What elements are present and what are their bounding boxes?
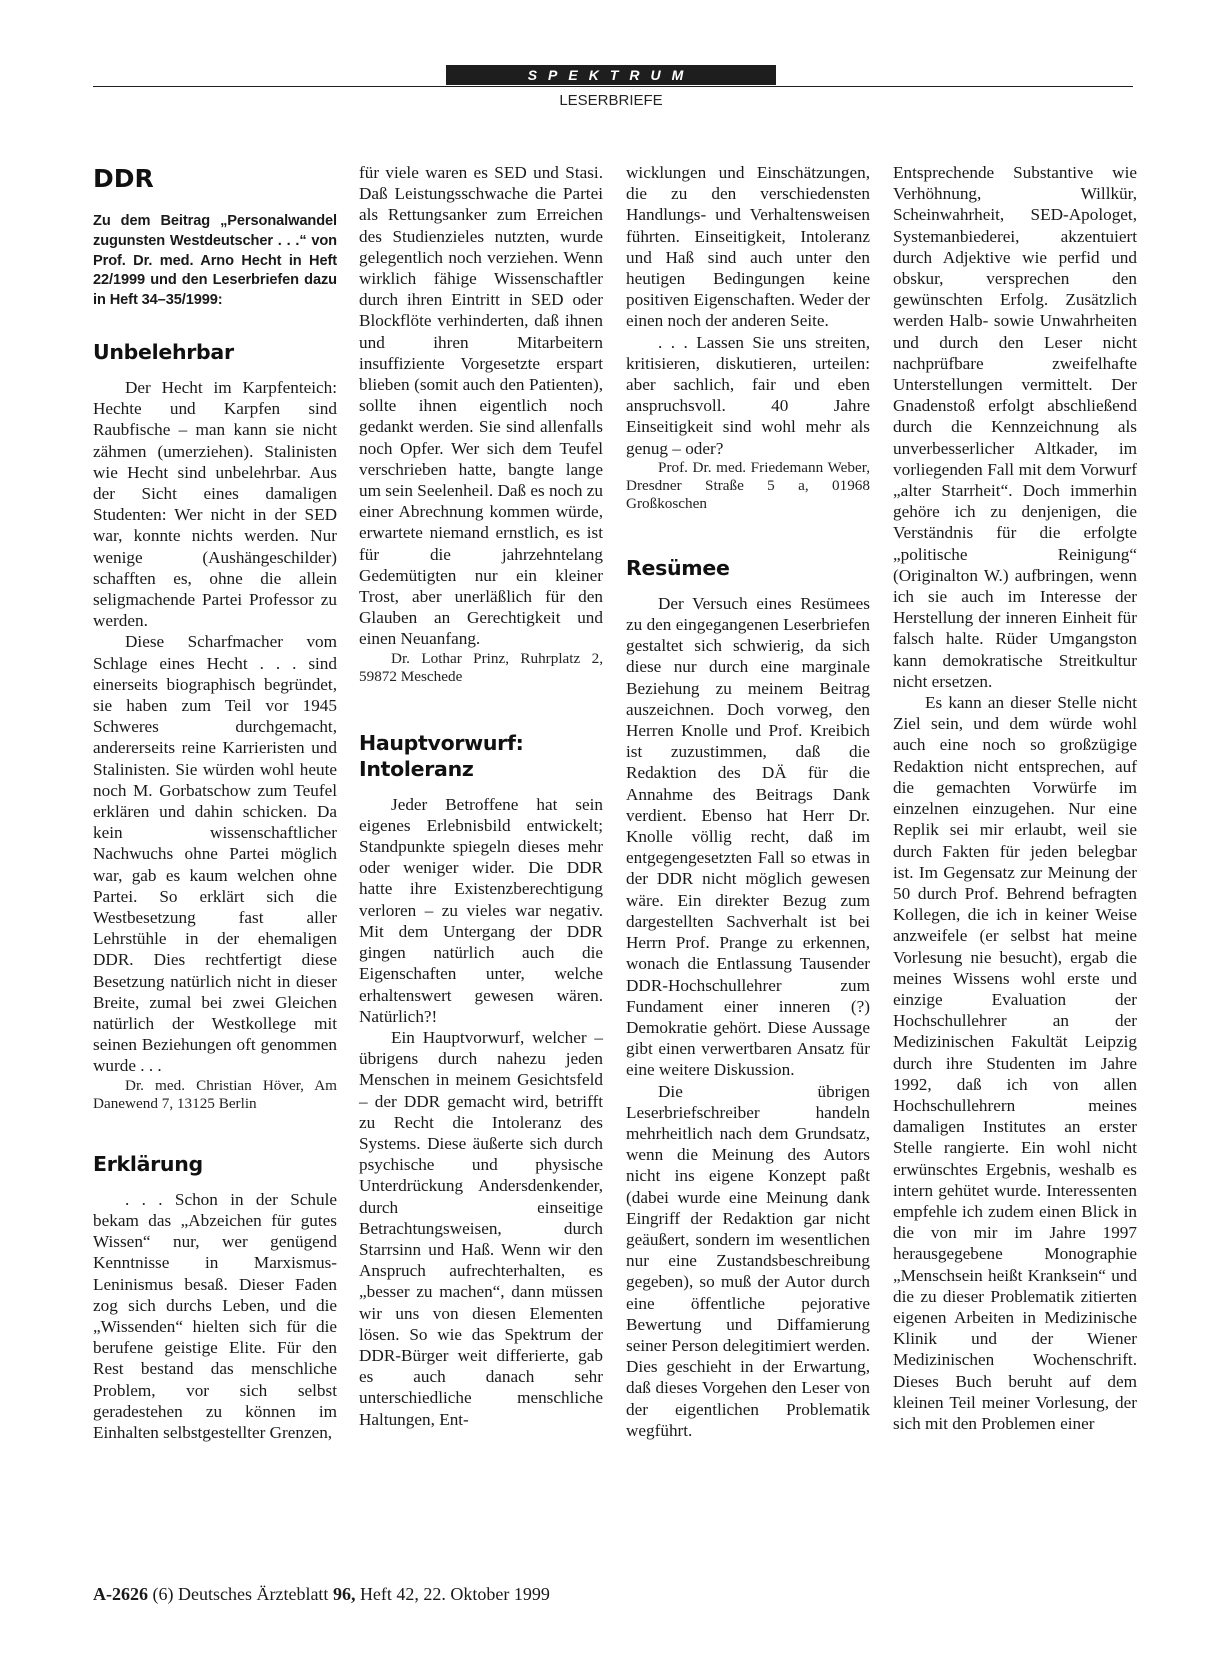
- section-header: SPEKTRUM: [446, 65, 776, 85]
- letter-paragraph: Der Hecht im Karpfenteich: Hechte und Karpfen sind Raubfische – man kann sie nicht zähmen (umerziehen). Stalinisten wie Hecht sind unbelehrbar. Aus der Sicht eines damaligen Studenten: Wer nicht in der SED war, konnte nichts werden. Nur wenige (Aushängeschilder) schafften es, ohne die allein seligmachende Partei Professor zu werden.: [93, 377, 337, 631]
- letter-paragraph: Diese Scharfmacher vom Schlage eines Hecht . . . sind einerseits biographisch begründet, sie haben zum Teil vor 1945 Schweres durchgemacht, andererseits reine Karrieristen und Stalinisten. Sie würden wohl heute noch M. Gorbatschow zum Teufel erklären und dahin schicken. Da kein wissenschaftlicher Nachwuchs ohne Partei möglich war, gab es kaum welchen ohne Partei. So erklärt sich die Westbesetzung fast aller Lehrstühle in der ehemaligen DDR. Dies rechtfertigt diese Besetzung natürlich nicht in dieser Breite, zumal bei zwei Gleichen natürlich der Westkollege mit seinen Beziehungen oft genommen wurde . . .: [93, 632, 337, 1076]
- page-number: A-2626: [93, 1584, 148, 1604]
- letter-signature: Prof. Dr. med. Friedemann Weber, Dresdner Straße 5 a, 01968 Großkoschen: [626, 458, 870, 512]
- letter-paragraph: Ein Hauptvorwurf, welcher – übrigens durch nahezu jeden Menschen in meinem Gesichtsfeld – der DDR gemacht wird, betrifft zu Recht die Intoleranz des Systems. Diese äußerte sich durch psychische und physische Unterdrückung Andersdenkender, durch einseitige Betrachtungsweisen, durch Starrsinn und Haß. Wenn wir den Anspruch aufrechterhalten, es „besser zu machen“, dann müssen wir uns von diesen Elementen lösen. So wie das Spektrum der DDR-Bürger weit differierte, gab es auch danach sehr unterschiedliche menschliche Haltungen, Ent-: [359, 1027, 603, 1429]
- text-column-1: [93, 162, 337, 1443]
- letter-paragraph: . . . Lassen Sie uns streiten, kritisieren, diskutieren, urteilen: aber sachlich, fair und eben anspruchsvoll. 40 Jahre Einseitigkeit sind wohl mehr als genug – oder?: [626, 332, 870, 458]
- article-title: DDR: [93, 164, 154, 193]
- section-subheader: LESERBRIEFE: [559, 92, 663, 109]
- letter-heading: Hauptvorwurf: Intoleranz: [359, 730, 524, 781]
- header-rule: [93, 86, 1133, 87]
- article-intro: Zu dem Beitrag „Personalwandel zugunsten Westdeutscher . . .“ von Prof. Dr. med. Arno Hecht in Heft 22/1999 und den Leserbriefen dazu in Heft 34–35/1999:: [93, 213, 337, 309]
- letter-paragraph: für viele waren es SED und Stasi. Daß Leistungsschwache die Partei als Rettungsanker zum Erreichen des Studienzieles nutzten, wurde gelegentlich noch verziehen. Wenn wirklich fähige Wissenschaftler durch ihren Eintritt in SED oder Blockflöte verhinderten, daß ihnen und ihren Mitarbeitern insuffiziente Vorgesetzte erspart blieben (somit auch den Patienten), sollte ihnen eigentlich noch gedankt werden. Sie sind allenfalls noch Opfer. Wer sich dem Teufel verschrieben hatte, bangte lange um sein Seelenheil. Daß es noch zu einer Abrechnung kommen würde, erwartete niemand ernstlich, es ist für die jahrzehntelang Gedemütigten nur ein kleiner Trost, aber unerläßlich für den Glauben an Gerechtigkeit und einen Neuanfang.: [359, 163, 603, 649]
- letter-heading: Erklärung: [93, 1151, 203, 1176]
- page-footer: [93, 1584, 550, 1605]
- footer-issue: Heft 42, 22. Oktober 1999: [359, 1584, 550, 1604]
- footer-journal: (6) Deutsches Ärzteblatt: [152, 1584, 329, 1604]
- letter-heading: Unbelehrbar: [93, 339, 234, 364]
- letter-paragraph: Entsprechende Substantive wie Verhöhnung, Willkür, Scheinwahrheit, SED-Apologet, Systemanbiederei, akzentuiert durch Adjektive wie perfid und obskur, versprechen den gewünschten Erfolg. Zusätzlich werden Halb- sowie Unwahrheiten und durch den Leser nicht nachprüfbare zweifelhafte Unterstellungen vermittelt. Der Gnadenstoß erfolgt abschließend durch die Kennzeichnung als unverbesserlicher Altkader, im vorliegenden Fall mit dem Vorwurf „alter Starrheit“. Doch immerhin gehöre ich zu denjenigen, die Verständnis für die erfolgte „politische Reinigung“ (Originalton W.) aufbringen, wenn ich sie auch im Interesse der Herstellung der inneren Einheit für falsch halte. Rüder Umgangston kann demokratische Streitkultur nicht ersetzen.: [893, 163, 1137, 691]
- letter-signature: Dr. Lothar Prinz, Ruhrplatz 2, 59872 Meschede: [359, 649, 603, 685]
- text-column-3: [626, 162, 870, 1441]
- letter-paragraph: Der Versuch eines Resümees zu den eingegangenen Leserbriefen gestaltet sich schwierig, da sich diese nur durch eine marginale Beziehung zu meinem Beitrag auszeichnen. Doch vorweg, den Herren Knolle und Prof. Kreibich ist zuzustimmen, daß die Redaktion des DÄ für die Annahme des Beitrags Dank verdient. Ebenso hat Herr Dr. Knolle völlig recht, daß im entgegengesetzten Fall so etwas in der DDR nicht möglich gewesen wäre. Ein direkter Bezug zum dargestellten Sachverhalt ist bei Herrn Prof. Prange zu erkennen, wonach die Entlassung Tausender DDR-Hochschullehrer zum Fundament einer inneren (?) Demokratie gehört. Diese Aussage gibt einen verwertbaren Ansatz für eine weitere Diskussion.: [626, 593, 870, 1080]
- letter-paragraph: Jeder Betroffene hat sein eigenes Erlebnisbild entwickelt; Standpunkte spiegeln dieses mehr oder weniger wider. Die DDR hatte ihre Existenzberechtigung verloren – zu vieles war negativ. Mit dem Untergang der DDR gingen natürlich auch die Eigenschaften unter, welche erhaltenswert gewesen wären. Natürlich?!: [359, 794, 603, 1026]
- letter-signature: Dr. med. Christian Höver, Am Danewend 7, 13125 Berlin: [93, 1076, 337, 1112]
- letter-paragraph: Die übrigen Leserbriefschreiber handeln mehrheitlich nach dem Grundsatz, wenn die Meinung des Autors nicht ins eigene Konzept paßt (dabei wurde eine Meinung dank Eingriff der Redaktion gar nicht geäußert, sondern im wesentlichen nur eine Zustandsbeschreibung gegeben), so muß der Autor durch eine öffentliche pejorative Bewertung und Diffamierung seiner Person delegitimiert werden. Dies geschieht in der Erwartung, daß dieses Vorgehen den Leser von der eigentlichen Problematik wegführt.: [626, 1081, 870, 1440]
- letter-heading: Resümee: [626, 555, 730, 580]
- text-column-2: [359, 162, 603, 1430]
- letter-paragraph: Es kann an dieser Stelle nicht Ziel sein, und dem würde wohl auch eine noch so großzügige Redaktion nicht entsprechen, auf die gemachten Vorwürfe im einzelnen einzugehen. Nur eine Replik sei mir erlaubt, weil sie durch Fakten für jeden belegbar ist. Im Gegensatz zur Meinung der 50 durch Prof. Behrend befragten Kollegen, die ich in keiner Weise anzweifele (er selbst hat meine Vorlesung nie besucht), ergab die meines Wissens wohl erste und einzige Evaluation der Hochschullehrer an der Medizinischen Fakultät Leipzig durch ihre Studenten im Jahre 1992, daß ich von allen Hochschullehrern meines damaligen Institutes an erster Stelle rangierte. Ein wohl nicht erwünschtes Ergebnis, weshalb es intern gehütet wurde. Interessenten empfehle ich zudem einen Blick in die von mir im Jahre 1997 herausgegebene Monographie „Menschsein heißt Kranksein“ und die zu dieser Problematik zitierten eigenen Arbeiten in Medizinische Klinik und der Wiener Medizinischen Wochenschrift. Dieses Buch beruht auf dem kleinen Teil meiner Vorlesung, der sich mit den Problemen einer: [893, 693, 1137, 1433]
- footer-volume: 96,: [332, 1584, 356, 1604]
- text-column-4: [893, 162, 1137, 1434]
- letter-paragraph: . . . Schon in der Schule bekam das „Abzeichen für gutes Wissen“ nur, wer genügend Kenntnisse in Marxismus-Leninismus besaß. Dieser Faden zog sich durchs Leben, und die „Wissenden“ hielten sich für die berufene geistige Elite. Für den Rest bestand das menschliche Problem, vor sich selbst geradestehen zu können im Einhalten selbstgestellter Grenzen,: [93, 1189, 337, 1442]
- letter-paragraph: wicklungen und Einschätzungen, die zu den verschiedensten Handlungs- und Verhaltensweisen führten. Einseitigkeit, Intoleranz und Haß sind auch unter den heutigen Bedingungen keine positiven Eigenschaften. Weder der einen noch der anderen Seite.: [626, 163, 870, 331]
